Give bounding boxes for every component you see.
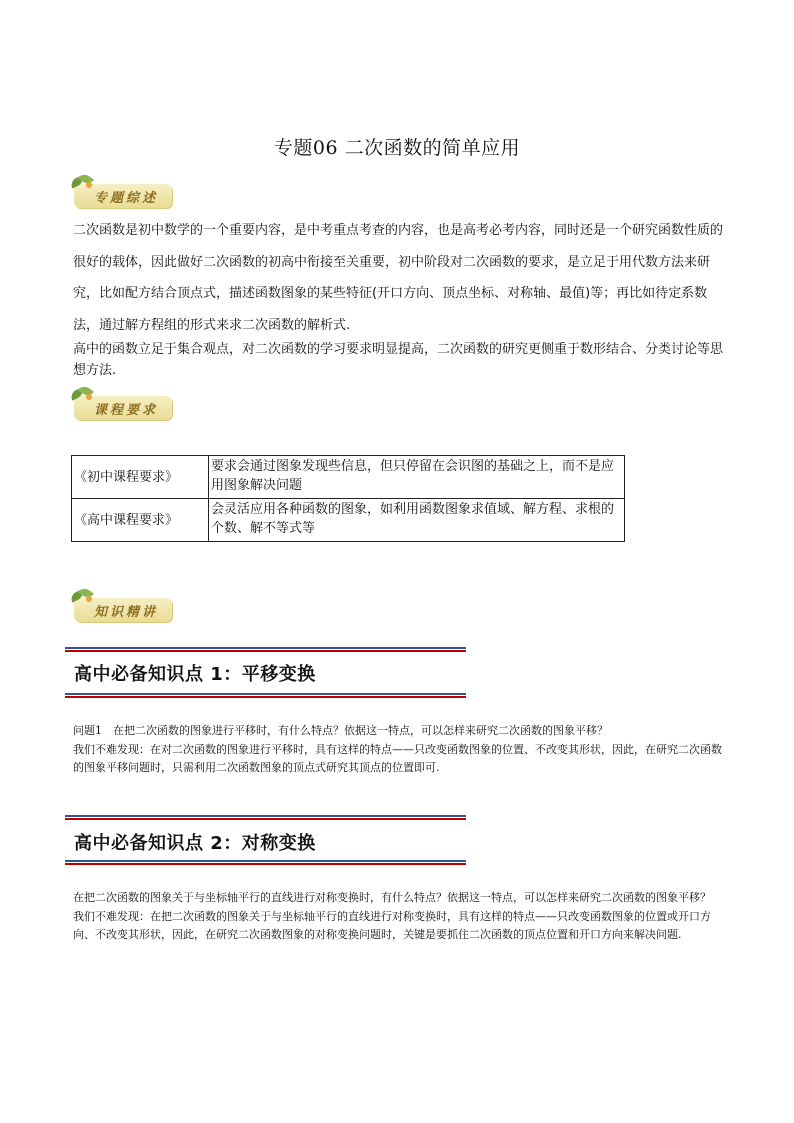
requirements-table — [71, 455, 625, 542]
divider-rule — [65, 693, 466, 698]
table-row — [72, 499, 625, 542]
table-cell-value: 要求会通过图象发现些信息，但只停留在会识图的基础之上，而不是应用图象解决问题 — [209, 456, 625, 499]
section-tag-requirements — [70, 390, 174, 422]
divider-rule — [65, 860, 466, 865]
section-tag-overview — [70, 178, 174, 210]
table-cell-key: 《高中课程要求》 — [72, 499, 209, 542]
tag-label: 课程要求 — [93, 403, 158, 418]
section-tag-knowledge — [70, 592, 174, 624]
section-heading-1: 高中必备知识点 1：平移变换 — [74, 664, 316, 685]
section-heading-2: 高中必备知识点 2：对称变换 — [74, 833, 316, 854]
table-cell-key: 《初中课程要求》 — [72, 456, 209, 499]
overview-paragraph-2: 高中的函数立足于集合观点，对二次函数的学习要求明显提高，二次函数的研究更侧重于数形结合、分类讨论等思想方法. — [73, 342, 724, 378]
section-body-1: 问题1 在把二次函数的图象进行平移时，有什么特点？依据这一特点，可以怎样来研究二次函数的图象平移？ 我们不难发现：在对二次函数的图象进行平移时，具有这样的特点——只改变函数图象的位置、不改变其形状，因此，在研究二次函数的图象平移问题时，只需利用二次函数图象的顶点式研究其顶点的位置即可. — [73, 724, 722, 774]
page-title: 专题06 二次函数的简单应用 — [273, 137, 521, 159]
section-body-2: 在把二次函数的图象关于与坐标轴平行的直线进行对称变换时，有什么特点？依据这一特点，可以怎样来研究二次函数的图象平移？ 我们不难发现：在把二次函数的图象关于与坐标轴平行的直线进行对称变换时，具有这样的特点——只改变函数图象的位置或开口方向、不改变其形状，因此，在研究二次函数图象的对称变换问题时，关键是要抓住二次函数的顶点位置和开口方向来解决问题. — [73, 891, 711, 941]
tag-label: 知识精讲 — [93, 605, 158, 620]
divider-rule — [65, 647, 466, 652]
table-row — [72, 456, 625, 499]
divider-rule — [65, 815, 466, 820]
tag-label: 专题综述 — [93, 191, 158, 206]
table-cell-value: 会灵活应用各种函数的图象，如利用函数图象求值域、解方程、求根的个数、解不等式等 — [209, 499, 625, 542]
overview-paragraph-1: 二次函数是初中数学的一个重要内容，是中考重点考查的内容，也是高考必考内容，同时还是一个研究函数性质的很好的载体，因此做好二次函数的初高中衔接至关重要，初中阶段对二次函数的要求，是立足于用代数方法来研究，比如配方结合顶点式，描述函数图象的某些特征(开口方向、顶点坐标、对称轴、最值)等；再比如待定系数法，通过解方程组的形式来求二次函数的解析式. — [73, 223, 724, 333]
